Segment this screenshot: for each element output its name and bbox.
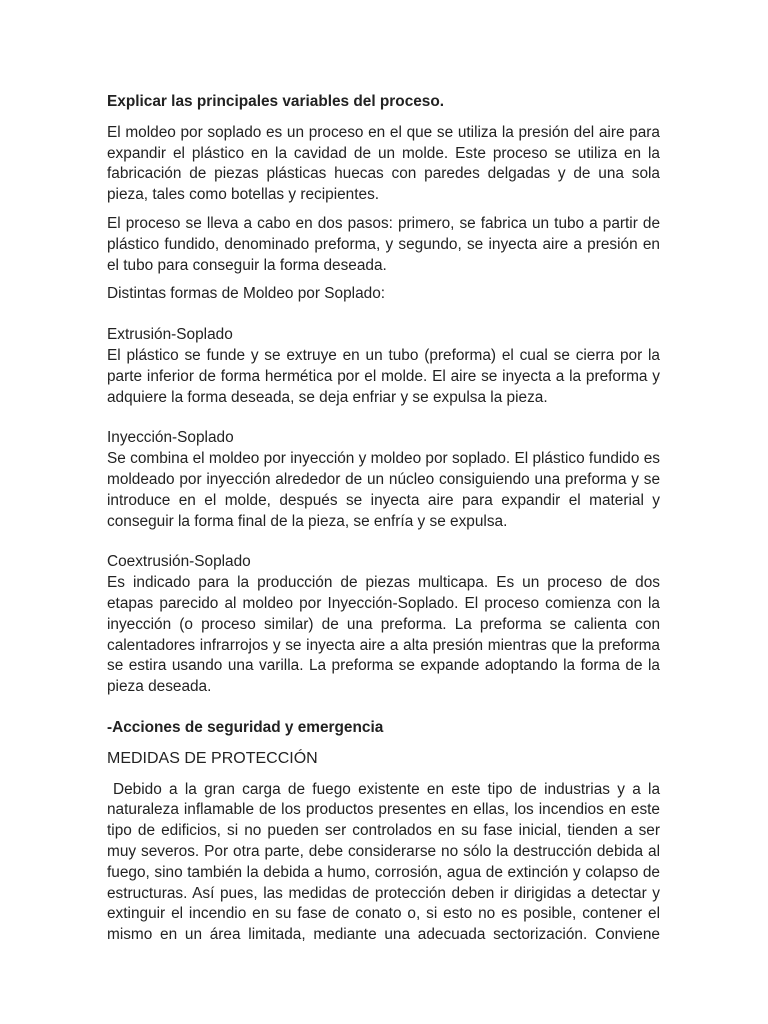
section-title-extrusion: Extrusión-Soplado — [107, 326, 233, 344]
subheading-protection-measures: MEDIDAS DE PROTECCIÓN — [107, 749, 318, 767]
section-title-injection: Inyección-Soplado — [107, 429, 234, 447]
protection-paragraph: Debido a la gran carga de fuego existente en este tipo de industrias y a la naturaleza inflamable de los productos presentes en ellas, los incendios en este tipo de edificios, si no pueden ser controlados en su fase inicial, tienden a ser muy severos. Por otra parte, debe considerarse no sólo la destrucción debida al fuego, sino también la debida a humo, corrosión, agua de extinción y colapso de estructuras. Así pues, las medidas de protección deben ir dirigidas a detectar y extinguir el incendio en su fase de conato o, si esto no es posible, contener el mismo en un área limitada, mediante una adecuada sectorización. Conviene — [107, 780, 660, 944]
section-body-injection: Se combina el moldeo por inyección y moldeo por soplado. El plástico fundido es moldeado por inyección alrededor de un núcleo consiguiendo una preforma y se introduce en el molde, después se inyecta aire para expandir el material y conseguir la forma final de la pieza, se enfría y se expulsa. — [107, 450, 660, 530]
heading-process-variables: Explicar las principales variables del proceso. — [107, 93, 445, 110]
section-title-coextrusion: Coextrusión-Soplado — [107, 553, 251, 571]
heading-safety-actions: -Acciones de seguridad y emergencia — [107, 718, 384, 736]
section-body-extrusion: El plástico se funde y se extruye en un tubo (preforma) el cual se cierra por la parte inferior de forma hermética por el molde. El aire se inyecta a la preforma y adquiere la forma deseada, se deja enfriar y se expulsa la pieza. — [107, 346, 660, 406]
intro-paragraph-2: El proceso se lleva a cabo en dos pasos: primero, se fabrica un tubo a partir de plástico fundido, denominado preforma, y segundo, se inyecta aire a presión en el tubo para conseguir la forma deseada. — [107, 214, 660, 274]
intro-paragraph-1: El moldeo por soplado es un proceso en el que se utiliza la presión del aire para expandir el plástico en la cavidad de un molde. Este proceso se utiliza en la fabricación de piezas plásticas huecas con paredes delgadas y de una sola pieza, tales como botellas y recipientes. — [107, 123, 660, 204]
forms-intro: Distintas formas de Moldeo por Soplado: — [107, 285, 386, 303]
section-body-coextrusion: Es indicado para la producción de piezas multicapa. Es un proceso de dos etapas parecido al moldeo por Inyección-Soplado. El proceso comienza con la inyección (o proceso similar) de una preforma. La preforma se calienta con calentadores infrarrojos y se inyecta aire a alta presión mientras que la preforma se estira usando una varilla. La preforma se expande adoptando la forma de la pieza deseada. — [107, 574, 660, 696]
document-page — [107, 92, 660, 946]
